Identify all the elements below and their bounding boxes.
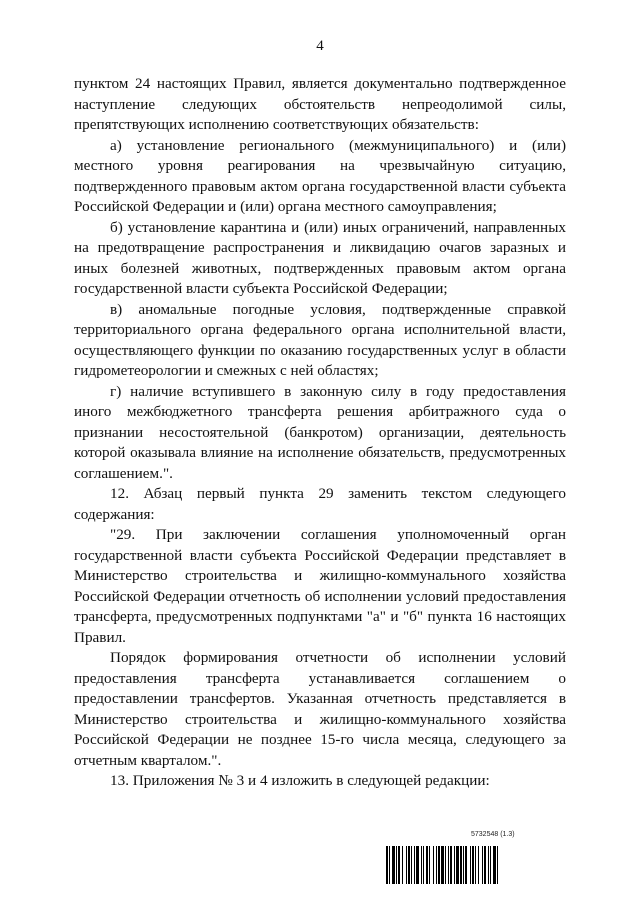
paragraph: Порядок формирования отчетности об исполнении условий предоставления трансферта устанавливается соглашением о предоставлении трансфертов. Указанная отчетность представляется в Министерство строительства и жилищно-коммунального хозяйства Российской Федерации не позднее 15-го числа месяца, следующего за отчетным кварталом.". xyxy=(74,649,566,769)
paragraph: 13. Приложения № 3 и 4 изложить в следующей редакции: xyxy=(110,772,490,789)
document-body xyxy=(74,74,566,792)
paragraph: пунктом 24 настоящих Правил, является документально подтвержденное наступление следующих обстоятельств непреодолимой силы, препятствующих исполнению соответствующих обязательств: xyxy=(74,75,566,133)
paragraph: 12. Абзац первый пункта 29 заменить текстом следующего содержания: xyxy=(74,485,566,523)
paragraph: "29. При заключении соглашения уполномоченный орган государственной власти субъекта Российской Федерации представляет в Министерство строительства и жилищно-коммунального хозяйства Российской Федерации отчетность об исполнении условий предоставления трансферта, предусмотренных подпунктами "а" и "б" пункта 16 настоящих Правил. xyxy=(74,526,566,646)
paragraph: б) установление карантина и (или) иных ограничений, направленных на предотвращение распространения и ликвидацию очагов заразных и иных болезней животных, подтвержденных правовым актом органа государственной власти субъекта Российской Федерации; xyxy=(74,218,566,297)
barcode-number: 5732548 (1.3) xyxy=(471,831,515,838)
paragraph: г) наличие вступившего в законную силу в году предоставления иного межбюджетного трансферта решения арбитражного суда о признании несостоятельной (банкротом) организации, деятельность которой оказывала влияние на исполнение обязательств, предусмотренных соглашением.". xyxy=(74,382,566,482)
barcode-icon xyxy=(386,846,572,884)
page-number: 4 xyxy=(316,38,324,54)
paragraph: а) установление регионального (межмуниципального) и (или) местного уровня реагирования на чрезвычайную ситуацию, подтвержденного правовым актом органа государственной власти субъекта Российской Федерации и (или) органа местного самоуправления; xyxy=(74,136,566,215)
paragraph: в) аномальные погодные условия, подтвержденные справкой территориального органа федерального органа исполнительной власти, осуществляющего функции по оказанию государственных услуг в области гидрометеорологии и смежных с ней областях; xyxy=(74,300,566,379)
barcode xyxy=(386,830,572,886)
